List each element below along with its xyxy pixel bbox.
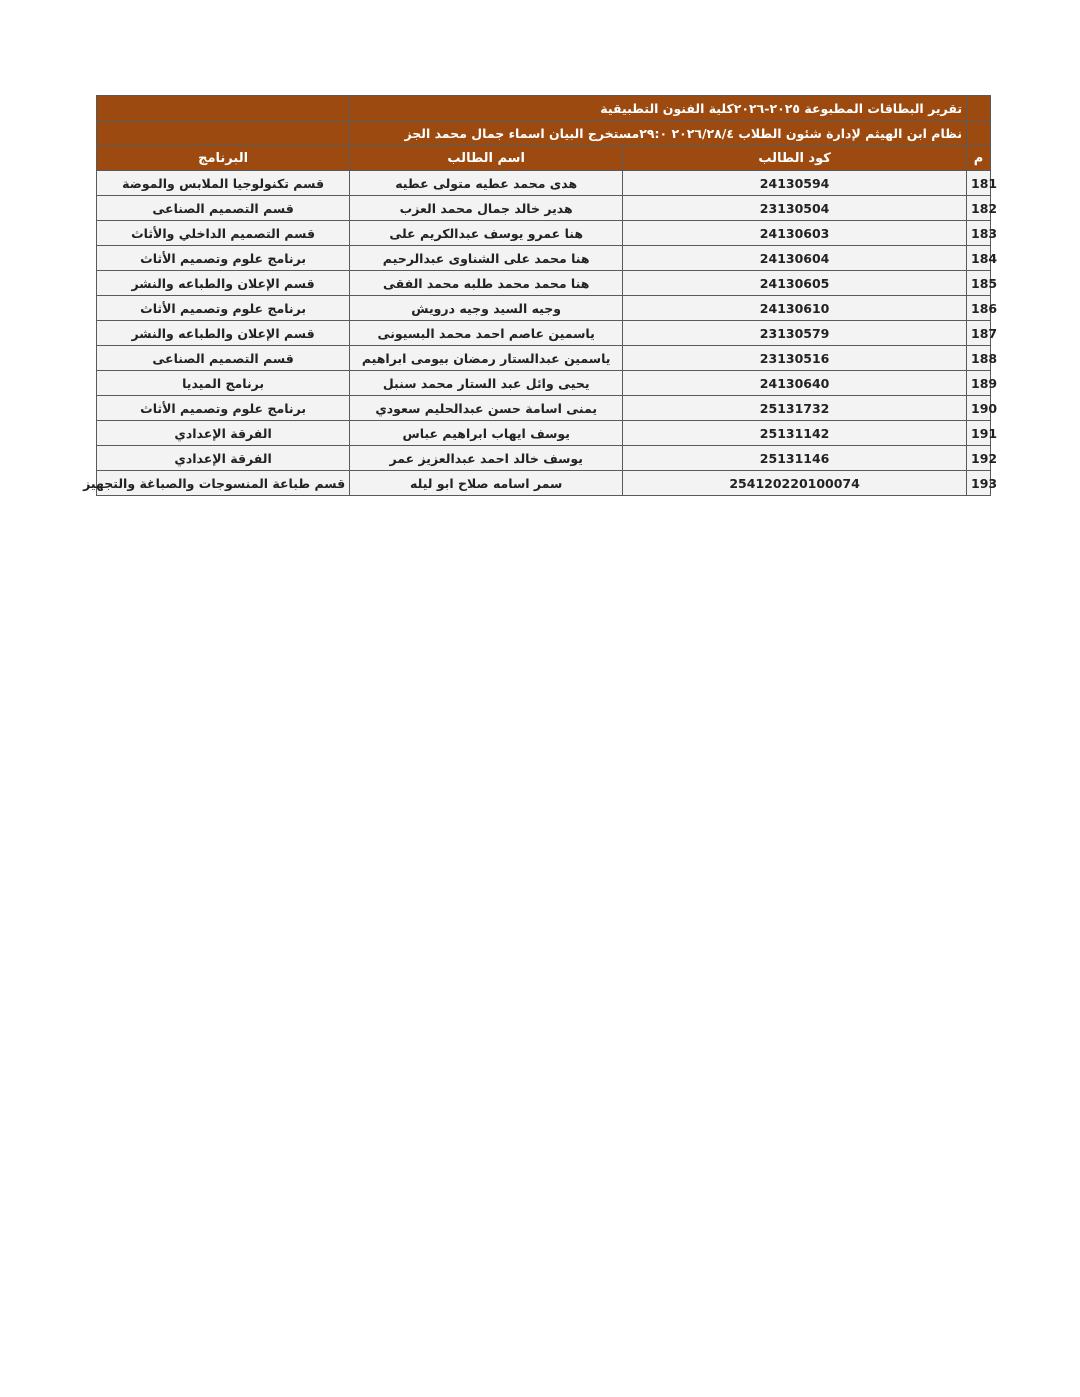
row-number-cell: 188 xyxy=(967,346,991,371)
student-code-cell: 25131142 xyxy=(623,421,967,446)
table-row xyxy=(97,221,991,246)
table-row xyxy=(97,246,991,271)
table-row xyxy=(97,171,991,196)
student-code-cell: 23130516 xyxy=(623,346,967,371)
row-number-cell: 184 xyxy=(967,246,991,271)
student-code-cell: 24130610 xyxy=(623,296,967,321)
title-row-1 xyxy=(97,96,991,121)
student-name-cell: يوسف ايهاب ابراهيم عباس xyxy=(350,421,623,446)
student-code-cell: 24130594 xyxy=(623,171,967,196)
student-name-cell: هنا محمد محمد طلبه محمد الفقى xyxy=(350,271,623,296)
title-row-1-blank xyxy=(97,96,350,121)
row-number-cell: 189 xyxy=(967,371,991,396)
table-row xyxy=(97,421,991,446)
student-code-cell: 24130603 xyxy=(623,221,967,246)
program-cell: برنامج علوم وتصميم الأثاث xyxy=(97,396,350,421)
student-name-cell: هدير خالد جمال محمد العزب xyxy=(350,196,623,221)
row-number-cell: 193 xyxy=(967,471,991,496)
row-number-cell: 182 xyxy=(967,196,991,221)
student-code-cell: 24130605 xyxy=(623,271,967,296)
student-code-cell: 254120220100074 xyxy=(623,471,967,496)
student-name-cell: ياسمين عبدالستار رمضان بيومى ابراهيم xyxy=(350,346,623,371)
report-subtitle: نظام ابن الهيثم لإدارة شئون الطلاب ٢٠٢٦/٢٨/٤ ٢٩:٠مستخرج البيان اسماء جمال محمد الجز xyxy=(350,121,967,146)
student-name-cell: يحيى وائل عبد الستار محمد سنبل xyxy=(350,371,623,396)
column-header-row xyxy=(97,146,991,171)
column-header-num: م xyxy=(967,146,991,171)
student-code-cell: 25131146 xyxy=(623,446,967,471)
column-header-code: كود الطالب xyxy=(623,146,967,171)
row-number-cell: 181 xyxy=(967,171,991,196)
program-cell: قسم الإعلان والطباعه والنشر xyxy=(97,271,350,296)
table-row xyxy=(97,446,991,471)
table-row xyxy=(97,346,991,371)
report-title: تقرير البطاقات المطبوعة ٢٠٢٥-٢٠٢٦كلية الفنون التطبيقية xyxy=(350,96,967,121)
program-cell: برنامج علوم وتصميم الأثاث xyxy=(97,296,350,321)
program-cell: برنامج علوم وتصميم الأثاث xyxy=(97,246,350,271)
student-name-cell: يوسف خالد احمد عبدالعزيز عمر xyxy=(350,446,623,471)
row-number-cell: 187 xyxy=(967,321,991,346)
row-number-cell: 191 xyxy=(967,421,991,446)
row-number-cell: 186 xyxy=(967,296,991,321)
table-row xyxy=(97,296,991,321)
column-header-program: البرنامج xyxy=(97,146,350,171)
student-name-cell: ياسمين عاصم احمد محمد البسيونى xyxy=(350,321,623,346)
table-row xyxy=(97,471,991,496)
row-number-cell: 192 xyxy=(967,446,991,471)
student-name-cell: يمنى اسامة حسن عبدالحليم سعودي xyxy=(350,396,623,421)
program-cell: برنامج الميديا xyxy=(97,371,350,396)
student-code-cell: 23130579 xyxy=(623,321,967,346)
table-row xyxy=(97,396,991,421)
student-code-cell: 25131732 xyxy=(623,396,967,421)
row-number-cell: 190 xyxy=(967,396,991,421)
student-code-cell: 24130604 xyxy=(623,246,967,271)
title-row-2-blank-end xyxy=(967,121,991,146)
title-row-2 xyxy=(97,121,991,146)
program-cell: قسم طباعة المنسوجات والصباغة والتجهيز xyxy=(97,471,350,496)
row-number-cell: 185 xyxy=(967,271,991,296)
title-row-2-blank xyxy=(97,121,350,146)
row-number-cell: 183 xyxy=(967,221,991,246)
printed-cards-report-table xyxy=(83,95,998,496)
program-cell: قسم التصميم الداخلي والأثاث xyxy=(97,221,350,246)
program-cell: قسم التصميم الصناعى xyxy=(97,346,350,371)
table-row xyxy=(97,271,991,296)
table-row xyxy=(97,321,991,346)
program-cell: قسم التصميم الصناعى xyxy=(97,196,350,221)
column-header-name: اسم الطالب xyxy=(350,146,623,171)
title-row-1-blank-end xyxy=(967,96,991,121)
table-row xyxy=(97,371,991,396)
student-name-cell: هنا محمد على الشناوى عبدالرحيم xyxy=(350,246,623,271)
student-name-cell: هدى محمد عطيه متولى عطيه xyxy=(350,171,623,196)
student-name-cell: سمر اسامه صلاح ابو ليله xyxy=(350,471,623,496)
student-code-cell: 23130504 xyxy=(623,196,967,221)
program-cell: الفرقة الإعدادي xyxy=(97,446,350,471)
program-cell: قسم تكنولوجيا الملابس والموضة xyxy=(97,171,350,196)
program-cell: قسم الإعلان والطباعه والنشر xyxy=(97,321,350,346)
student-code-cell: 24130640 xyxy=(623,371,967,396)
student-name-cell: هنا عمرو يوسف عبدالكريم على xyxy=(350,221,623,246)
student-name-cell: وجيه السيد وجيه درويش xyxy=(350,296,623,321)
table-row xyxy=(97,196,991,221)
program-cell: الفرقة الإعدادي xyxy=(97,421,350,446)
